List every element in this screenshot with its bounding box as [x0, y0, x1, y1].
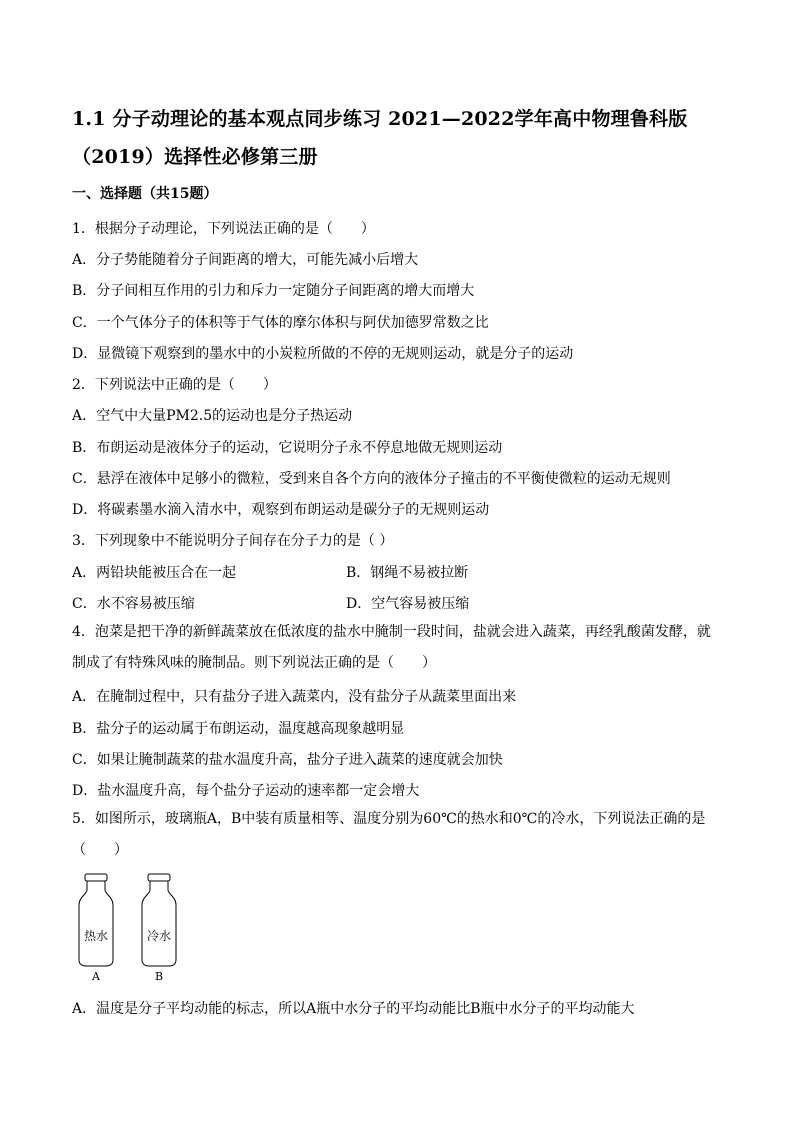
- question-3-option-b: B．钢绳不易被拉断: [346, 565, 469, 581]
- question-2-option-c: C．悬浮在液体中足够小的微粒，受到来自各个方向的液体分子撞击的不平衡使微粒的运动无规则: [72, 471, 671, 487]
- question-2-option-a: A．空气中大量PM2.5的运动也是分子热运动: [72, 408, 353, 424]
- bottle-a-content: 热水: [83, 929, 109, 943]
- question-2-option-d: D．将碳素墨水滴入清水中，观察到布朗运动是碳分子的无规则运动: [72, 502, 490, 518]
- question-4-option-c: C．如果让腌制蔬菜的盐水温度升高，盐分子进入蔬菜的速度就会加快: [72, 752, 503, 768]
- question-3-stem: 3．下列现象中不能说明分子间存在分子力的是（ ）: [72, 533, 394, 549]
- document-title: 1.1 分子动理论的基本观点同步练习 2021—2022学年高中物理鲁科版（2019）选择性必修第三册: [72, 108, 688, 168]
- question-3-option-a: A．两铅块能被压合在一起: [72, 565, 237, 581]
- question-4-option-b: B．盐分子的运动属于布朗运动，温度越高现象越明显: [72, 721, 405, 737]
- question-3-option-d: D．空气容易被压缩: [346, 596, 470, 612]
- question-5-option-a: A．温度是分子平均动能的标志，所以A瓶中水分子的平均动能比B瓶中水分子的平均动能大: [72, 1001, 635, 1017]
- question-4-stem: 4．泡菜是把干净的新鲜蔬菜放在低浓度的盐水中腌制一段时间，盐就会进入蔬菜，再经乳酸菌发酵，就制成了有特殊风味的腌制品。则下列说法正确的是（ ）: [72, 624, 711, 671]
- question-1-option-a: A．分子势能随着分子间距离的增大，可能先减小后增大: [72, 252, 419, 268]
- question-1-stem: 1．根据分子动理论，下列说法正确的是（ ）: [72, 221, 375, 237]
- question-4-option-a: A．在腌制过程中，只有盐分子进入蔬菜内，没有盐分子从蔬菜里面出来: [72, 689, 517, 705]
- bottle-b-content: 冷水: [146, 929, 172, 943]
- question-2-stem: 2．下列说法中正确的是（ ）: [72, 377, 277, 393]
- question-4-option-d: D．盐水温度升高，每个盐分子运动的速率都一定会增大: [72, 783, 420, 799]
- question-1-option-b: B．分子间相互作用的引力和斥力一定随分子间距离的增大而增大: [72, 283, 475, 299]
- bottle-b-label: B: [154, 970, 164, 983]
- bottle-b-icon: [142, 874, 176, 966]
- question-5-stem: 5．如图所示，玻璃瓶A，B中装有质量相等、温度分别为60℃的热水和0℃的冷水，下列说法正确的是（ ）: [72, 811, 706, 858]
- question-1-option-c: C．一个气体分子的体积等于气体的摩尔体积与阿伏加德罗常数之比: [72, 315, 489, 331]
- question-2-option-b: B．布朗运动是液体分子的运动，它说明分子永不停息地做无规则运动: [72, 440, 503, 456]
- bottles-figure: [72, 872, 192, 984]
- question-1-option-d: D．显微镜下观察到的墨水中的小炭粒所做的不停的无规则运动，就是分子的运动: [72, 346, 574, 362]
- bottle-a-icon: [79, 874, 113, 966]
- question-3-option-c: C．水不容易被压缩: [72, 596, 195, 612]
- bottle-a-label: A: [92, 970, 100, 983]
- section-heading: 一、选择题（共15题）: [72, 186, 218, 202]
- bottles-illustration: [72, 872, 192, 984]
